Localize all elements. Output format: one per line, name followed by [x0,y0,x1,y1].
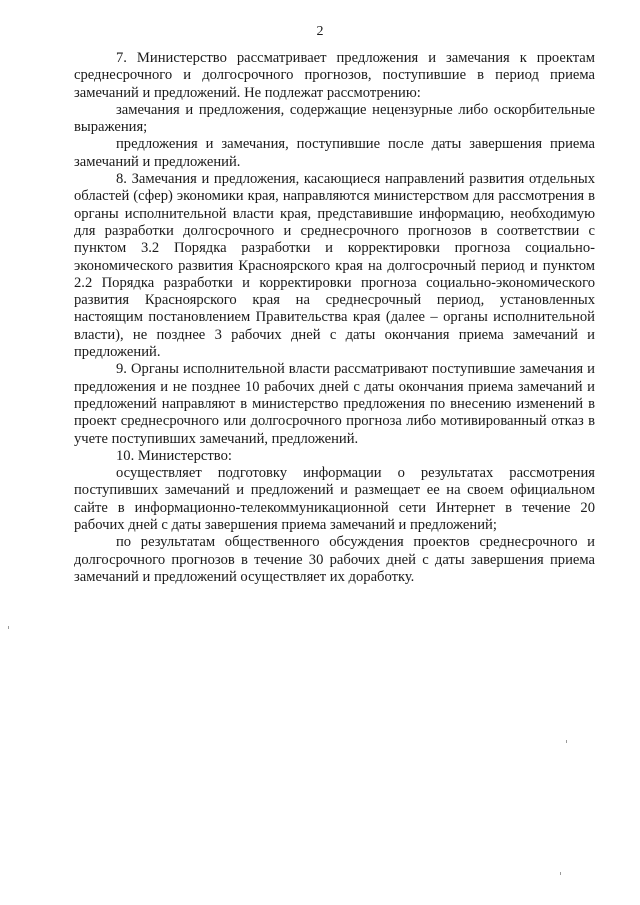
paragraph-10-item-2: по результатам общественного обсуждения проектов среднесрочного и долгосрочного прогнозов в течение 30 рабочих дней с даты завершения приема замечаний и предложений осуществляет их доработку. [74,534,595,585]
document-body [74,50,595,586]
paragraph-7-item-1: замечания и предложения, содержащие нецензурные либо оскорбительные выражения; [74,101,595,136]
paragraph-7: 7. Министерство рассматривает предложения и замечания к проектам среднесрочного и долгосрочного прогнозов, поступившие в период приема замечаний и предложений. Не подлежат рассмотрению: [74,50,595,101]
paragraph-7-item-2: предложения и замечания, поступившие после даты завершения приема замечаний и предложений. [74,136,595,170]
scan-speck [8,626,9,629]
paragraph-10: 10. Министерство: [116,447,232,464]
paragraph-10-item-1: осуществляет подготовку информации о результатах рассмотрения поступивших замечаний и предложений и размещает ее на своем официальном сайте в информационно-телекоммуникационной сети Интернет в течение 20 рабочих дней с даты завершения приема замечаний и предложений; [74,465,595,534]
page-number: 2 [316,24,324,39]
scan-speck [560,872,561,875]
scan-speck [566,740,567,743]
paragraph-9: 9. Органы исполнительной власти рассматривают поступившие замечания и предложения и не позднее 10 рабочих дней с даты окончания приема замечаний и предложений направляют в министерство предложения по внесению изменений в проект среднесрочного или долгосрочного прогноза либо мотивированный отказ в учете поступивших замечаний, предложений. [74,361,595,447]
paragraph-8: 8. Замечания и предложения, касающиеся направлений развития отдельных областей (сфер) экономики края, направляются министерством для рассмотрения в органы исполнительной власти края, представившие информацию, необходимую для разработки долгосрочного и среднесрочного прогнозов в соответствии с пунктом 3.2 Порядка разработки и корректировки прогноза социально-экономического развития Красноярского края на долгосрочный период и пунктом 2.2 Порядка разработки и корректировки прогноза социально-экономического развития Красноярского края на среднесрочный период, установленных настоящим постановлением Правительства края (далее – органы исполнительной власти), не позднее 3 рабочих дней с даты окончания приема замечаний и предложений. [74,171,595,361]
